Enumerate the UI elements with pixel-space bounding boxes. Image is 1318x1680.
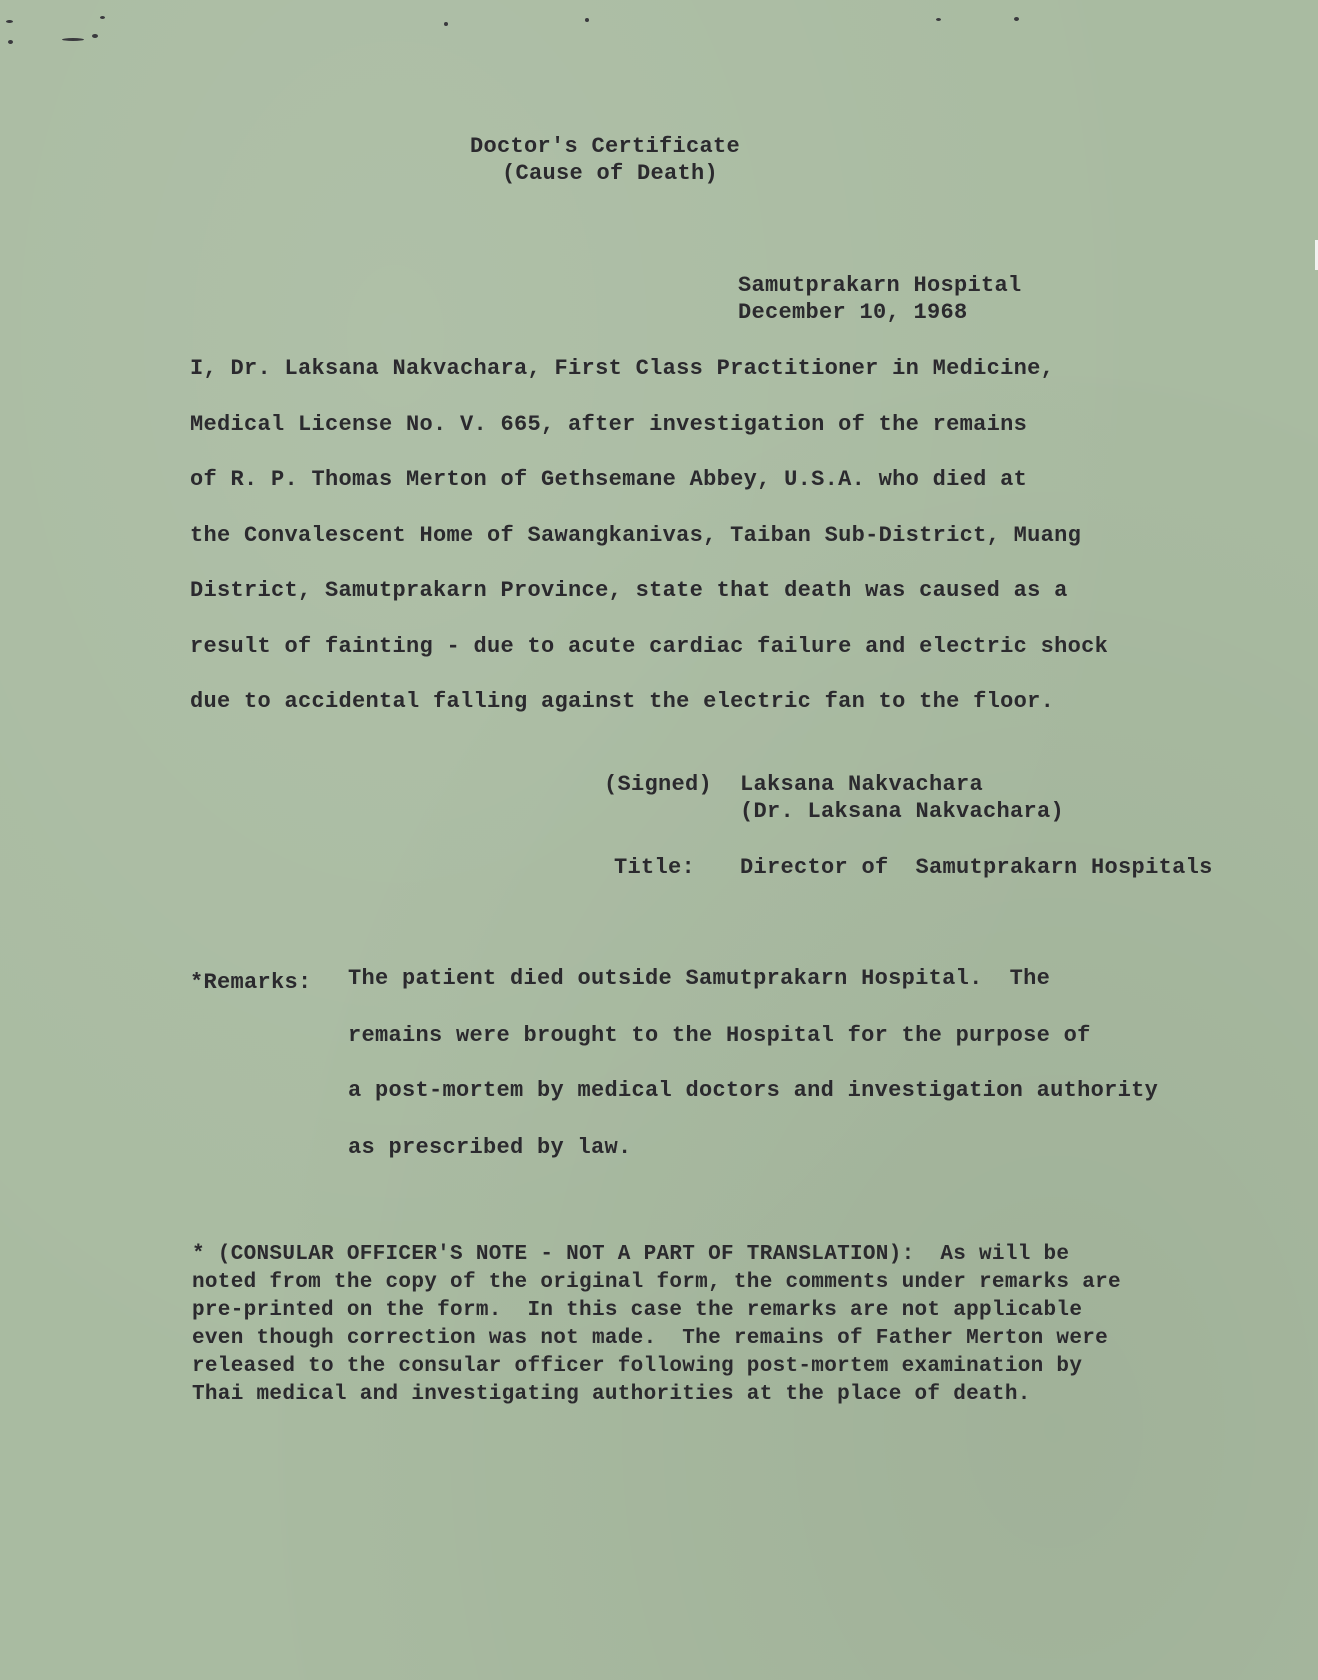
body-line: the Convalescent Home of Sawangkanivas, Taiban Sub-District, Muang [190,523,1082,548]
body-line: result of fainting - due to acute cardiac failure and electric shock [190,634,1109,659]
certificate-date: December 10, 1968 [738,300,968,325]
scan-speck [444,22,448,26]
note-line: noted from the copy of the original form, the comments under remarks are [192,1271,1121,1294]
note-line: Thai medical and investigating authorities at the place of death. [192,1383,1031,1406]
title-label: Title: [614,855,696,880]
scan-speck [585,18,589,22]
document-title: Doctor's Certificate [470,134,741,159]
body-line: Medical License No. V. 665, after investigation of the remains [190,412,1028,437]
document-subtitle: (Cause of Death) [502,161,719,186]
body-line: due to accidental falling against the electric fan to the floor. [190,689,1055,714]
note-line: * (CONSULAR OFFICER'S NOTE - NOT A PART OF TRANSLATION): As will be [192,1243,1070,1266]
remarks-label: *Remarks: [190,970,312,995]
signed-name: Laksana Nakvachara [740,772,984,797]
scan-speck [62,38,84,41]
scan-speck [1014,17,1019,21]
note-line: even though correction was not made. The remains of Father Merton were [192,1327,1109,1350]
remarks-line: The patient died outside Samutprakarn Hospital. The [348,966,1051,991]
body-line: of R. P. Thomas Merton of Gethsemane Abbey, U.S.A. who died at [190,467,1028,492]
scan-speck [100,16,105,19]
scan-speck [936,18,941,21]
note-line: pre-printed on the form. In this case the remarks are not applicable [192,1299,1083,1322]
signed-label: (Signed) [604,772,713,797]
remarks-line: as prescribed by law. [348,1135,632,1160]
body-line: District, Samutprakarn Province, state that death was caused as a [190,578,1068,603]
remarks-line: a post-mortem by medical doctors and investigation authority [348,1078,1159,1103]
scan-speck [6,20,13,23]
printed-name: (Dr. Laksana Nakvachara) [740,799,1065,824]
note-line: released to the consular officer following post-mortem examination by [192,1355,1083,1378]
hospital-name: Samutprakarn Hospital [738,273,1022,298]
scan-speck [92,34,98,38]
scan-speck [8,40,13,44]
body-line: I, Dr. Laksana Nakvachara, First Class Practitioner in Medicine, [190,356,1055,381]
remarks-line: remains were brought to the Hospital for the purpose of [348,1023,1091,1048]
title-value: Director of Samutprakarn Hospitals [740,855,1213,880]
